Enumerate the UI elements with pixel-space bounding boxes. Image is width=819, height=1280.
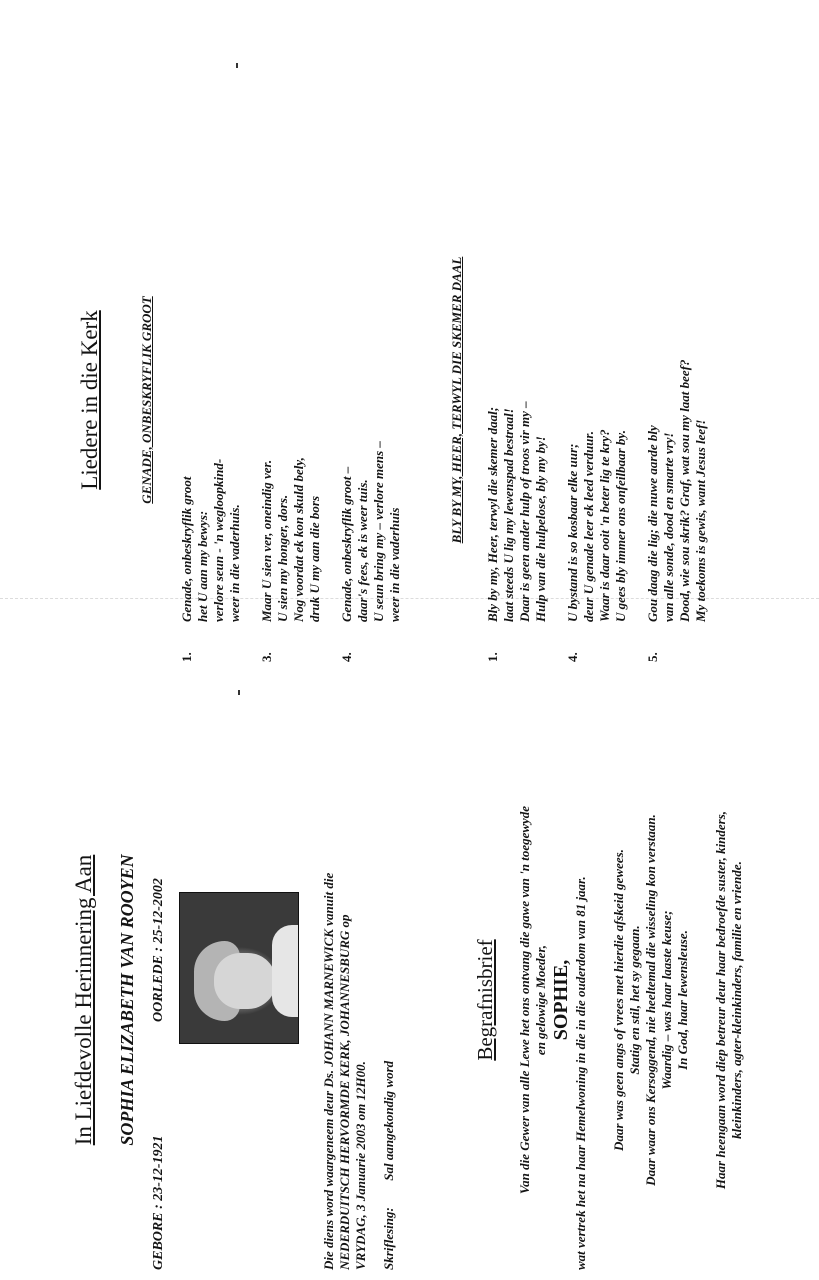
verse-number: 4. bbox=[339, 652, 354, 662]
verse-number: 3. bbox=[259, 652, 274, 662]
letter-heading: Begrafnisbrief bbox=[473, 939, 497, 1061]
memorial-panel bbox=[29, 720, 789, 1280]
tribute-line: Waardig – was haar laaste keuse; bbox=[659, 910, 674, 1090]
verse-line: Genade, onbeskryflik groot bbox=[179, 476, 194, 622]
print-speck bbox=[238, 690, 240, 695]
verse-line: weer in die vaderhuis bbox=[387, 507, 402, 622]
print-speck bbox=[236, 63, 238, 68]
hymn2-verses bbox=[485, 142, 725, 662]
hymn1-verses bbox=[179, 142, 419, 662]
verse-line: U seun bring my – verlore mens – bbox=[371, 441, 386, 622]
verse-line: Maar U sien ver, oneindig ver. bbox=[259, 459, 274, 622]
tribute-line: In God, haar lewensleuse. bbox=[675, 930, 690, 1070]
verse-line: het U aan my bewys: bbox=[195, 510, 210, 622]
letter-deceased-name: SOPHIE, bbox=[550, 959, 572, 1041]
verse-number: 4. bbox=[565, 652, 580, 662]
verse-line: Nog voordat ek kon skuld bely, bbox=[291, 457, 306, 622]
tribute-line: Daar waar ons Kersoggend, nie heeltemal die wisseling kon verstaan. bbox=[643, 814, 658, 1186]
verse-line: U bystand is so kosbaar elke uur; bbox=[565, 443, 580, 622]
verse-line: weer in die vaderhuis. bbox=[227, 504, 242, 622]
hymns-heading: Liedere in die Kerk bbox=[77, 310, 102, 490]
survivors-line: Haar heengaan word diep betreur deur haar bedroefde suster, kinders, bbox=[713, 810, 728, 1190]
hymns-panel bbox=[29, 120, 789, 680]
tribute-line: Statig en stil, het sy gegaan. bbox=[627, 925, 642, 1075]
verse-line: Dood, wie sou skrik? Graf, wat sou my laat beef? bbox=[677, 359, 692, 622]
service-line: Die diens word waargeneem deur Ds. JOHANN MARNEWICK vanuit die bbox=[321, 872, 336, 1270]
verse-line: daar's fees, ek is weer tuis. bbox=[355, 479, 370, 622]
verse-line: Waar is daar ooit 'n beter lig te kry? bbox=[597, 429, 612, 622]
letter-intro-line: en gelowige Moeder, bbox=[533, 944, 548, 1056]
service-details bbox=[321, 730, 369, 1270]
memorial-heading: In Liefdevolle Herinnering Aan bbox=[71, 854, 96, 1146]
verse-line: deur U genade leer ek leed verduur. bbox=[581, 430, 596, 622]
deceased-name: SOPHIA ELIZABETH VAN ROOYEN bbox=[117, 854, 137, 1146]
scripture-value: Sal aangekondig word bbox=[381, 1060, 396, 1181]
birth-date: GEBORE : 23-12-1921 bbox=[151, 1135, 166, 1270]
service-line: VRYDAG, 3 Januarie 2003 om 12H00. bbox=[353, 1061, 368, 1270]
scripture-reading bbox=[381, 730, 397, 1270]
portrait-photo bbox=[179, 892, 299, 1044]
verse bbox=[179, 142, 243, 662]
verse bbox=[645, 142, 709, 662]
verse-line: My toekoms is gewis, want Jesus leef! bbox=[693, 419, 708, 622]
survivors-line: kleinkinders, agter-kleinkinders, familie en vriende. bbox=[729, 861, 744, 1139]
verse bbox=[259, 142, 323, 662]
verse bbox=[339, 142, 403, 662]
verse-line: Bly by my, Heer, terwyl die skemer daal; bbox=[485, 406, 500, 622]
verse-line: Gou daag die lig; die nuwe aarde bly bbox=[645, 425, 660, 622]
verse-line: verlore seun - 'n wegloopkind- bbox=[211, 458, 226, 622]
funeral-letter bbox=[517, 730, 745, 1270]
death-date: OORLEDE : 25-12-2002 bbox=[151, 878, 166, 1022]
verse-line: Genade, onbeskryflik groot – bbox=[339, 466, 354, 622]
verse-line: laat steeds U lig my lewenspad bestraal! bbox=[501, 408, 516, 622]
verse bbox=[565, 142, 629, 662]
verse-number: 5. bbox=[645, 652, 660, 662]
verse-number: 1. bbox=[179, 652, 194, 662]
service-line: NEDERDUITSCH HERVORMDE KERK, JOHANNESBURG op bbox=[337, 914, 352, 1270]
scripture-label: Skriflesing: bbox=[381, 1207, 396, 1270]
verse-line: van alle sonde, dood en smarte vry! bbox=[661, 432, 676, 622]
verse-number: 1. bbox=[485, 652, 500, 662]
verse-line: Hulp van die hulpelose, bly my by! bbox=[533, 436, 548, 622]
verse-line: Daar is geen ander hulp of troos vir my – bbox=[517, 401, 532, 622]
hymn-title: BLY BY MY, HEER, TERWYL DIE SKEMER DAAL bbox=[449, 256, 464, 544]
hymn-title: GENADE, ONBESKRYFLIK GROOT bbox=[139, 296, 154, 504]
verse-line: druk U my aan die bors bbox=[307, 495, 322, 622]
letter-intro-line: Van die Gewer van alle Lewe het ons ontvang die gawe van 'n toegewyde bbox=[517, 805, 532, 1195]
verse bbox=[485, 142, 549, 662]
letter-departure: wat vertrek het na haar Hemelwoning in die in die ouderdom van 81 jaar. bbox=[573, 876, 588, 1270]
verse-line: U gees bly immer ons onfeilbaar by. bbox=[613, 430, 628, 622]
verse-line: U sien my honger, dors. bbox=[275, 494, 290, 622]
tribute-line: Daar was geen angs of vrees met hierdie afskeid gewees. bbox=[611, 849, 626, 1151]
